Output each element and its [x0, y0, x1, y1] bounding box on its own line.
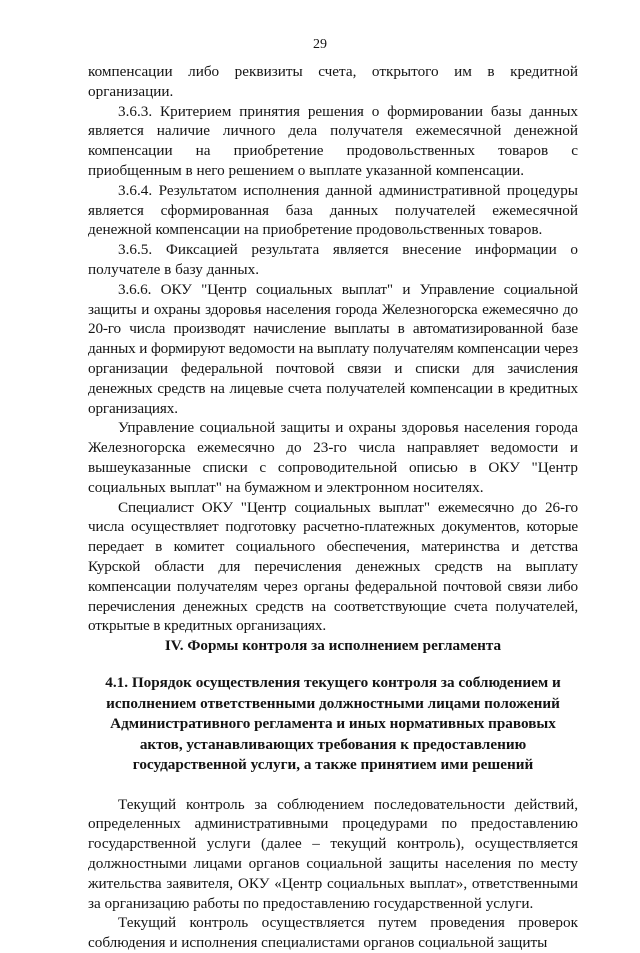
paragraph: Специалист ОКУ "Центр социальных выплат" ежемесячно до 26-го числа осуществляет подготовку расчетно-платежных документов, которые передает в комитет социального обеспечения, материнства и детства Курской области для перечисления денежных средств на выплату компенсации получателям через органы федеральной почтовой связи либо перечисления денежных средств на соответствующие счета получателей, открытые в кредитных организациях. [88, 498, 578, 635]
paragraph: компенсации либо реквизиты счета, открытого им в кредитной организации. [88, 63, 578, 100]
paragraph: 3.6.5. Фиксацией результата является внесение информации о получателе в базу данных. [88, 241, 578, 278]
paragraph: Управление социальной защиты и охраны здоровья населения города Железногорска ежемесячно до 23-го числа направляет ведомости и вышеуказанные списки с сопроводительной описью в ОКУ "Центр социальных выплат" на бумажном и электронном носителях. [88, 419, 578, 496]
subsection-title: 4.1. Порядок осуществления текущего контроля за соблюдением и исполнением ответственными должностными лицами положений Административного регламента и иных нормативных правовых актов, устанавливающих требования к предоставлению государственной услуги, а также принятием ими решений [105, 674, 561, 774]
paragraph: 3.6.6. ОКУ "Центр социальных выплат" и Управление социальной защиты и охраны здоровья населения города Железногорска ежемесячно до 20-го числа производят начисление выплаты в автоматизированной базе данных и формируют ведомости на выплату получателям компенсации через организации федеральной почтовой связи и списки для зачисления денежных средств на лицевые счета получателей компенсации в кредитных организациях. [88, 280, 578, 417]
paragraph: 3.6.3. Критерием принятия решения о формировании базы данных является наличие личного дела получателя ежемесячной денежной компенсации на приобретение продовольственных товаров с приобщенным в него решением о выплате указанной компенсации. [88, 102, 578, 179]
section-title: IV. Формы контроля за исполнением регламента [164, 637, 502, 655]
paragraph: Текущий контроль за соблюдением последовательности действий, определенных административными процедурами по предоставлению государственной услуги (далее – текущий контроль), осуществляется должностными лицами органов социальной защиты населения по месту жительства заявителя, ОКУ «Центр социальных выплат», ответственными за организацию работы по предоставлению государственной услуги. [88, 795, 578, 912]
paragraph: 3.6.4. Результатом исполнения данной административной процедуры является сформированная база данных получателей ежемесячной денежной компенсации на приобретение продовольственных товаров. [88, 181, 578, 239]
page-number: 29 [313, 37, 327, 52]
spacer [88, 776, 578, 795]
document-body [88, 62, 578, 953]
paragraph: Текущий контроль осуществляется путем проведения проверок соблюдения и исполнения специалистами органов социальной защиты [88, 914, 578, 952]
spacer [88, 656, 578, 673]
